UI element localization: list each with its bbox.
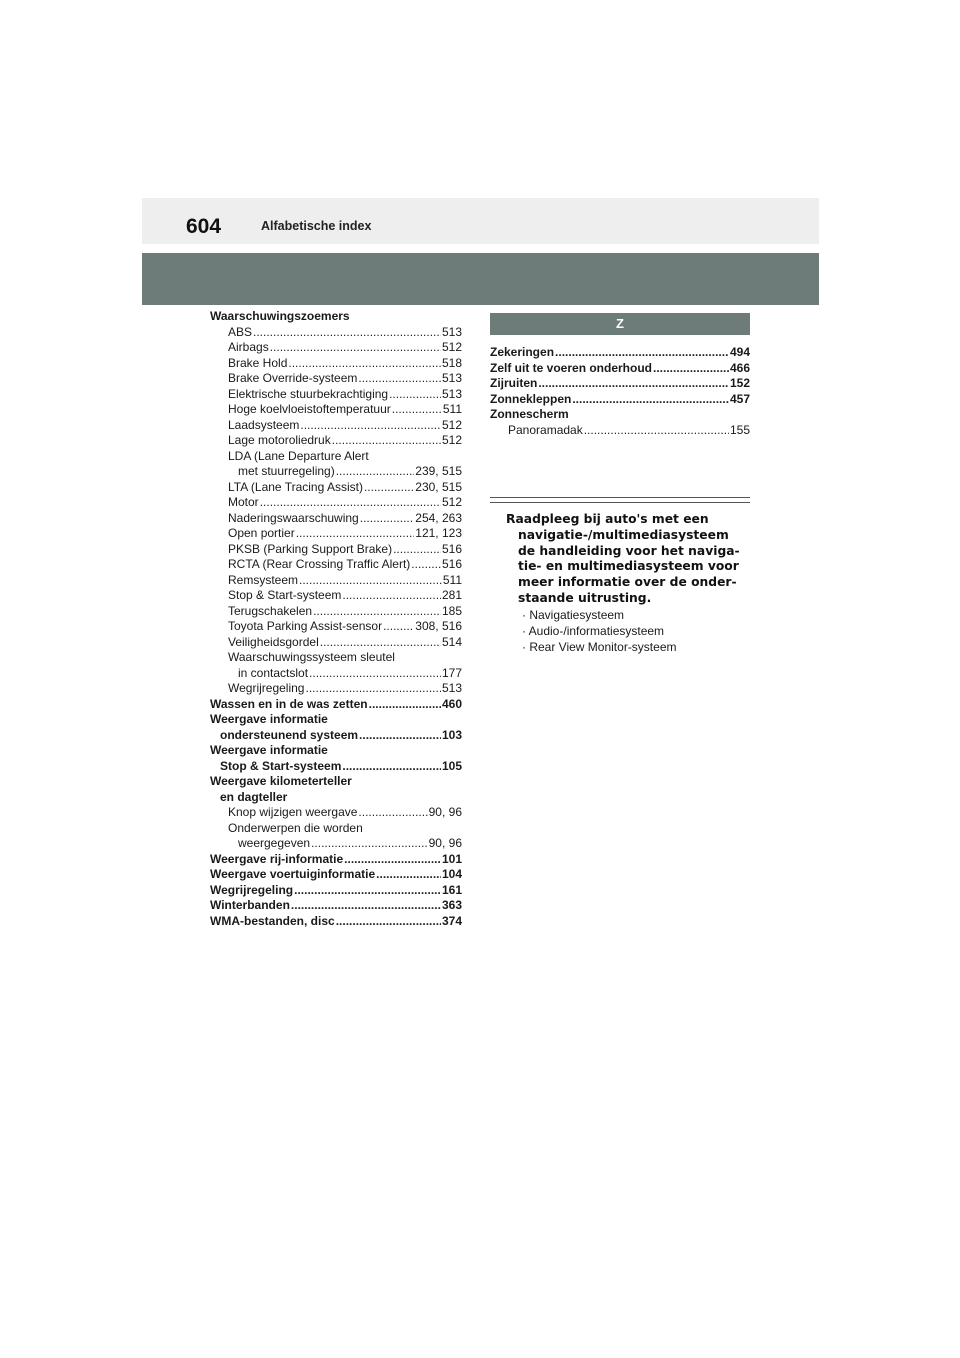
letter-heading: Z	[490, 313, 750, 335]
index-sub-entry: Terugschakelen ..... 185	[210, 604, 462, 620]
note-list	[506, 607, 756, 655]
index-sub-entry: Naderingswaarschuwing ..... 254, 263	[210, 511, 462, 527]
note-list-item: · Audio-/informatiesysteem	[522, 623, 665, 638]
note-line: tie- en multimediasysteem voor	[518, 559, 739, 574]
index-sub-entry: Wegrijregeling ..... 513	[210, 681, 462, 697]
index-sub-entry: Brake Override-systeem ..... 513	[210, 371, 462, 387]
note-line: de handleiding voor het naviga-	[518, 543, 740, 558]
note-line: staande uitrusting.	[518, 590, 652, 605]
index-entry: Zonnekleppen ..... 457	[490, 392, 750, 408]
index-entry: WMA-bestanden, disc ..... 374	[210, 914, 462, 930]
index-sub-entry: LDA (Lane Departure Alert	[228, 448, 369, 463]
index-sub-entry: Hoge koelvloeistoftemperatuur ..... 511	[210, 402, 462, 418]
double-rule-divider	[490, 497, 750, 503]
index-sub-entry: Airbags ..... 512	[210, 340, 462, 356]
index-sub-entry: RCTA (Rear Crossing Traffic Alert) ..... 516	[210, 557, 462, 573]
index-sub-entry: Waarschuwingssysteem sleutel	[228, 650, 395, 664]
index-entry: Weergave kilometerteller	[210, 774, 352, 788]
index-entry: Winterbanden ..... 363	[210, 898, 462, 914]
index-sub-entry: Lage motoroliedruk ..... 512	[210, 433, 462, 449]
index-sub-entry: PKSB (Parking Support Brake) ..... 516	[210, 542, 462, 558]
index-sub-entry: LTA (Lane Tracing Assist) ..... 230, 515	[210, 480, 462, 496]
index-entry: Weergave informatie	[210, 712, 328, 726]
index-sub-entry: Onderwerpen die worden	[228, 820, 363, 835]
index-entry: Wegrijregeling ..... 161	[210, 883, 462, 899]
index-sub-entry-cont: met stuurregeling) ..... 239, 515	[210, 464, 462, 480]
index-sub-entry: Panoramadak ..... 155	[490, 423, 750, 439]
note-line: navigatie-/multimediasysteem	[518, 527, 729, 542]
index-entry-cont: Stop & Start-systeem ..... 105	[210, 759, 462, 775]
note-list-item: · Navigatiesysteem	[522, 607, 625, 622]
note-line: meer informatie over de onder-	[518, 575, 737, 590]
index-sub-entry: Laadsysteem ..... 512	[210, 418, 462, 434]
index-entry: Zelf uit te voeren onderhoud ..... 466	[490, 361, 750, 377]
info-note	[506, 512, 756, 655]
index-sub-entry: Stop & Start-systeem ..... 281	[210, 588, 462, 604]
index-sub-entry: Knop wijzigen weergave ..... 90, 96	[210, 805, 462, 821]
index-sub-entry: Veiligheidsgordel ..... 514	[210, 635, 462, 651]
index-entry: Weergave informatie	[210, 743, 328, 757]
index-column-right	[490, 313, 750, 438]
index-entry: Zonnescherm	[490, 407, 569, 421]
header-band	[142, 253, 819, 305]
index-sub-entry: Motor ..... 512	[210, 495, 462, 511]
section-title: Alfabetische index	[261, 219, 372, 233]
index-group-title: Waarschuwingszoemers	[210, 309, 350, 323]
index-sub-entry: Open portier ..... 121, 123	[210, 526, 462, 542]
page-number: 604	[186, 215, 222, 238]
index-entry: Weergave voertuiginformatie ..... 104	[210, 867, 462, 883]
index-sub-entry-cont: in contactslot ..... 177	[210, 666, 462, 682]
index-sub-entry: Elektrische stuurbekrachtiging ..... 513	[210, 387, 462, 403]
index-column-left	[210, 309, 462, 929]
index-sub-entry: Toyota Parking Assist-sensor ..... 308, 516	[210, 619, 462, 635]
note-text	[506, 512, 756, 607]
note-line: Raadpleeg bij auto's met een	[506, 512, 709, 526]
index-entry-cont: ondersteunend systeem ..... 103	[210, 728, 462, 744]
index-entry-cont: en dagteller	[220, 789, 288, 804]
index-sub-entry: Brake Hold ..... 518	[210, 356, 462, 372]
index-sub-entry-cont: weergegeven ..... 90, 96	[210, 836, 462, 852]
index-entry: Zijruiten ..... 152	[490, 376, 750, 392]
index-entry: Weergave rij-informatie ..... 101	[210, 852, 462, 868]
index-sub-entry: Remsysteem ..... 511	[210, 573, 462, 589]
index-sub-entry: ABS ..... 513	[210, 325, 462, 341]
page-header	[142, 198, 819, 244]
note-list-item: · Rear View Monitor-systeem	[522, 639, 677, 654]
index-entry: Wassen en in de was zetten ..... 460	[210, 697, 462, 713]
index-entry: Zekeringen ..... 494	[490, 345, 750, 361]
